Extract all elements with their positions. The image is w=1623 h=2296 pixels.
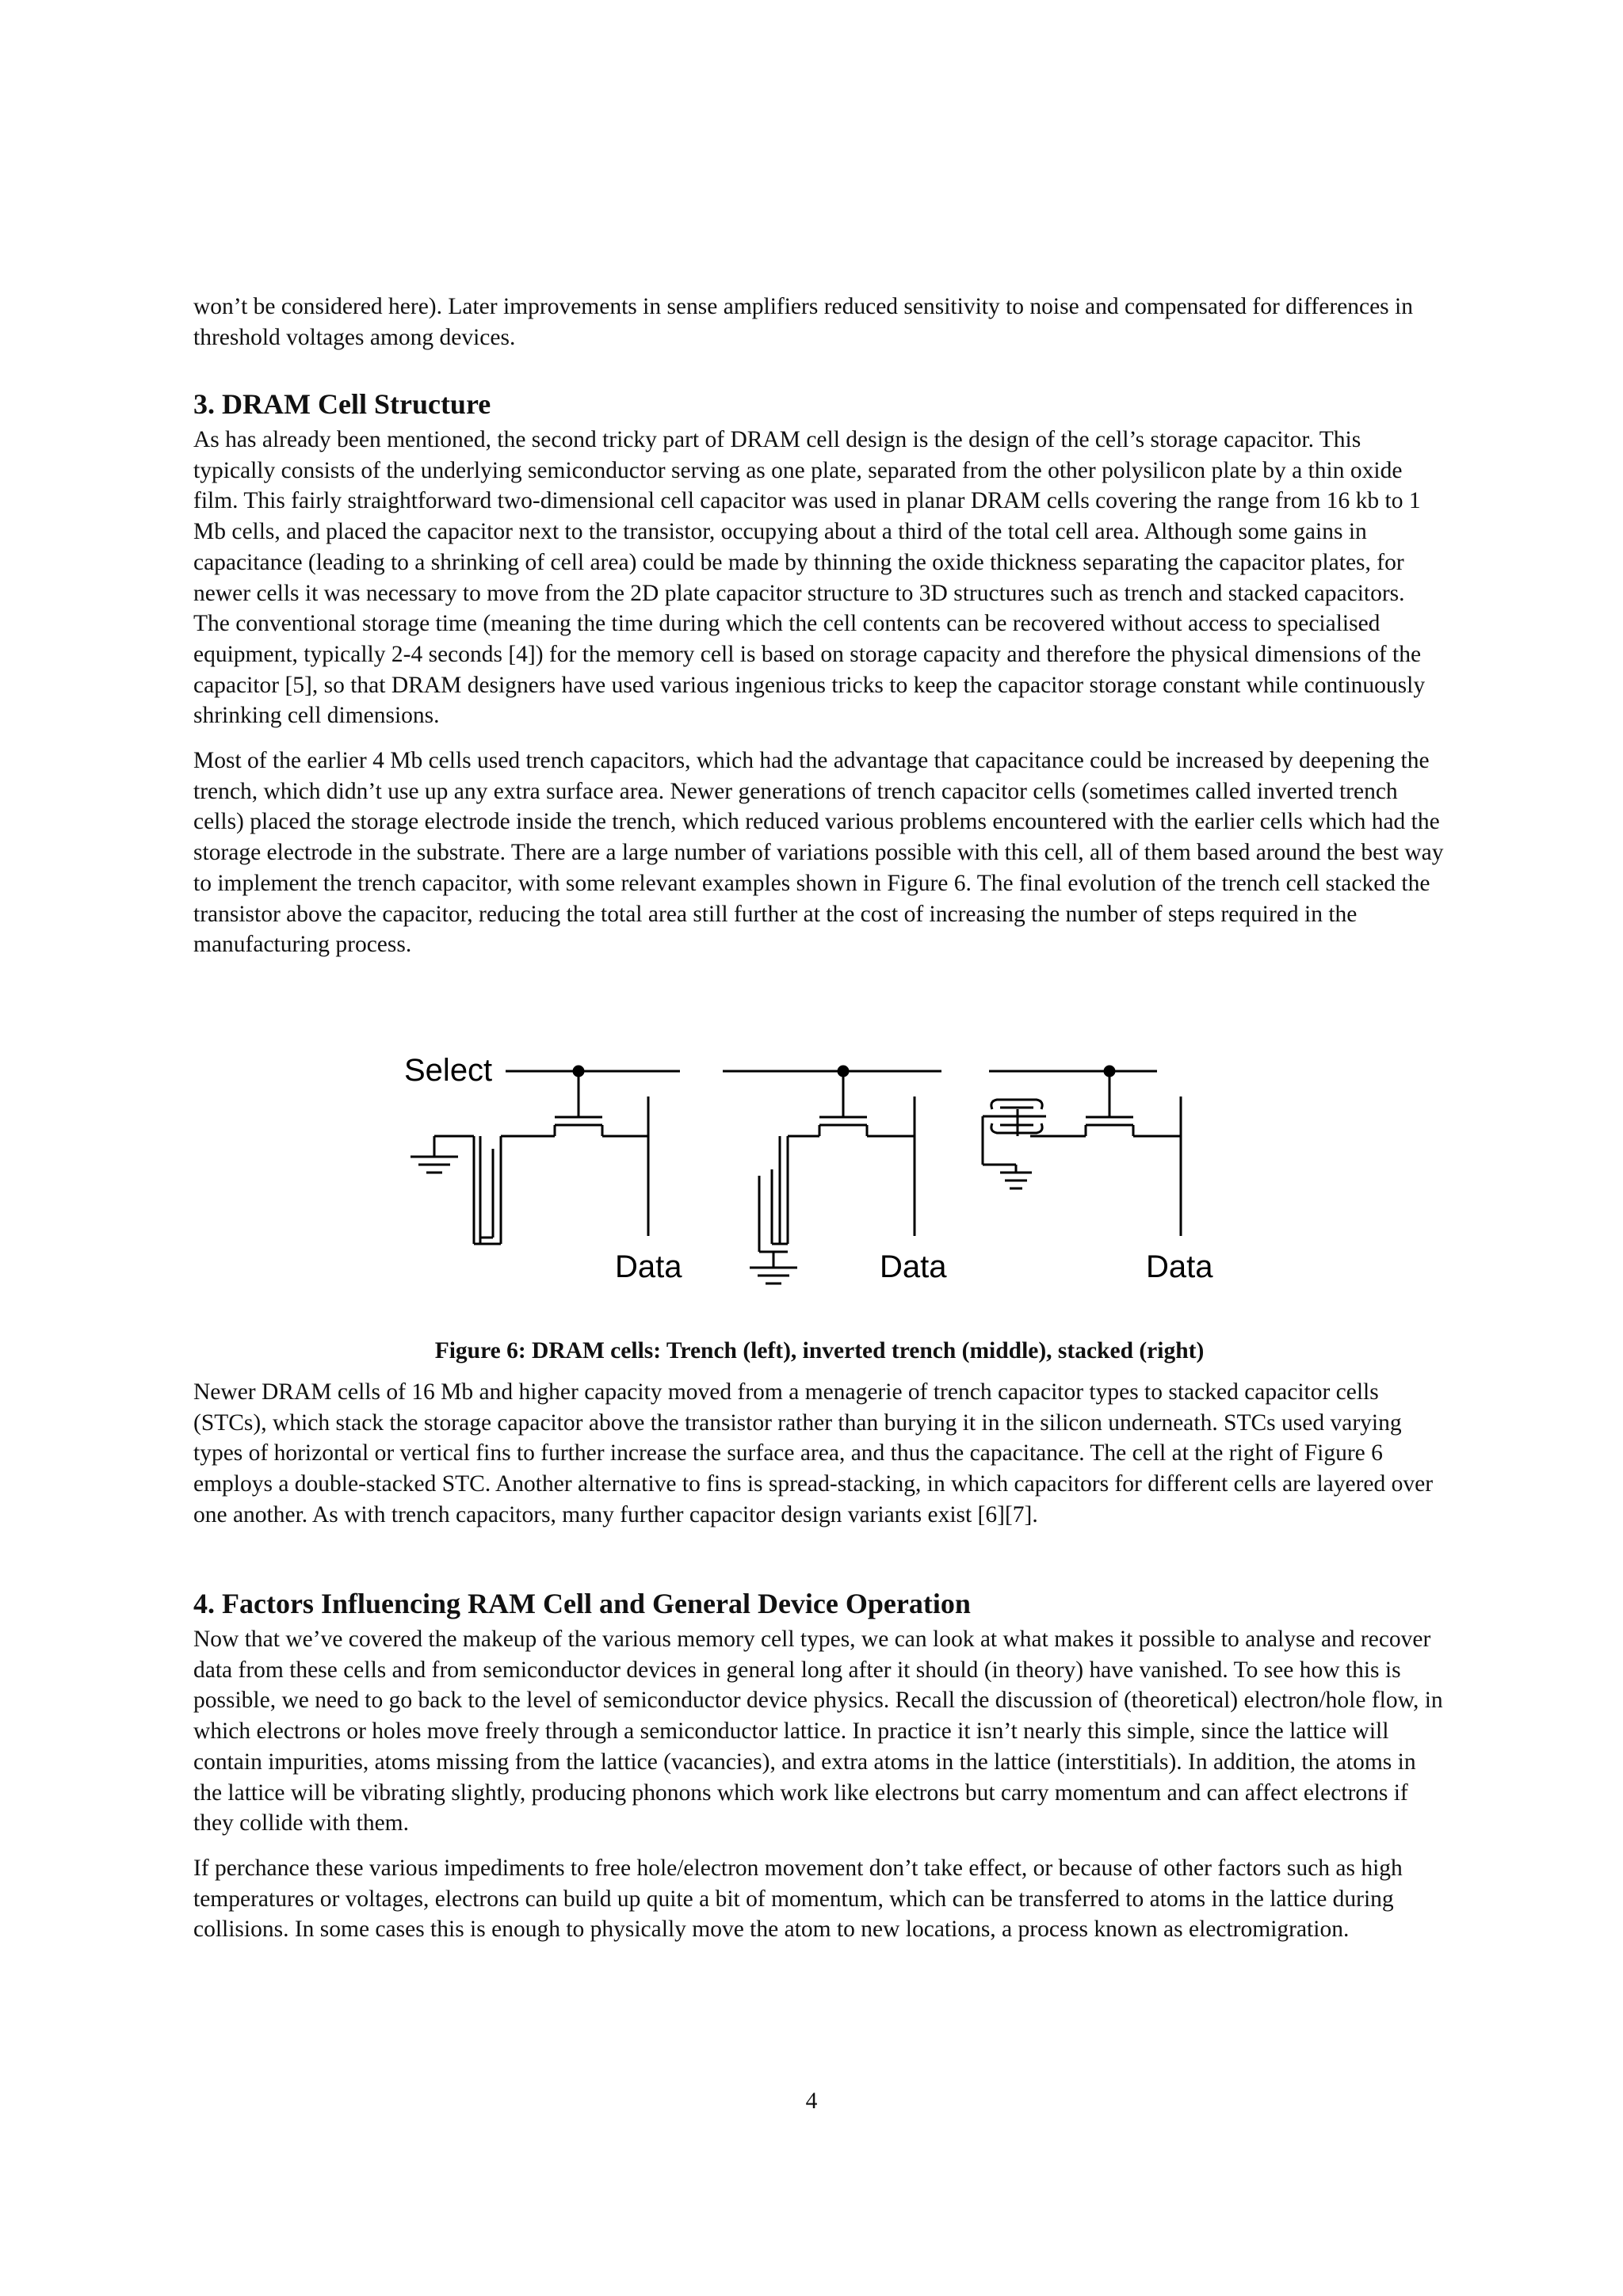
dram-cells-figure xyxy=(0,1046,1623,1307)
trench-cell-diagram xyxy=(404,1053,682,1284)
intro-text-block xyxy=(193,292,1445,353)
data-label-stacked: Data xyxy=(1146,1249,1213,1284)
data-label-inverted-trench: Data xyxy=(880,1249,947,1284)
stacked-cell-diagram xyxy=(983,1066,1213,1284)
section-4-heading: 4. Factors Influencing RAM Cell and General Device Operation xyxy=(193,1588,971,1619)
section-3 xyxy=(193,387,1445,960)
intro-paragraph: won’t be considered here). Later improvements in sense amplifiers reduced sensitivity to noise and compensated for differences in threshold voltages among devices. xyxy=(193,294,1413,350)
inverted-trench-cell-diagram xyxy=(723,1066,947,1284)
figure-caption: Figure 6: DRAM cells: Trench (left), inverted trench (middle), stacked (right) xyxy=(434,1338,1205,1363)
data-label-trench: Data xyxy=(615,1249,682,1284)
post-figure-text-block xyxy=(193,1377,1445,1531)
select-label: Select xyxy=(404,1053,493,1088)
page-number: 4 xyxy=(805,2088,818,2114)
section-3-heading: 3. DRAM Cell Structure xyxy=(193,388,491,420)
section-4-paragraph-2: If perchance these various impediments to free hole/electron movement don’t take effect, or because of other factors such as high temperatures or voltages, electrons can build up quite a bit of momentum, which can be transferred to atoms in the lattice during collisions. In some cases this is enough to physically move the atom to new locations, a process known as electromigration. xyxy=(193,1855,1403,1943)
section-4 xyxy=(193,1586,1445,1945)
section-4-paragraph-1: Now that we’ve covered the makeup of the various memory cell types, we can look at what makes it possible to analyse and recover data from these cells and from semiconductor devices in general long after it should (in theory) have vanished. To see how this is possible, we need to go back to the level of semiconductor device physics. Recall the discussion of (theoretical) electron/hole flow, in which electrons or holes move freely through a semiconductor lattice. In practice it isn’t nearly this simple, since the lattice will contain impurities, atoms missing from the lattice (vacancies), and extra atoms in the lattice (interstitials). In addition, the atoms in the lattice will be vibrating slightly, producing phonons which work like electrons but carry momentum and can affect electrons if they collide with them. xyxy=(193,1627,1443,1836)
section-3-paragraph-2: Most of the earlier 4 Mb cells used trench capacitors, which had the advantage that capacitance could be increased by deepening the trench, which didn’t use up any extra surface area. Newer generations of trench capacitor cells (sometimes called inverted trench cells) placed the storage electrode inside the trench, which reduced various problems encountered with the earlier cells which had the storage electrode in the substrate. There are a large number of variations possible with this cell, all of them based around the best way to implement the trench capacitor, with some relevant examples shown in Figure 6. The final evolution of the trench cell stacked the transistor above the capacitor, reducing the total area still further at the cost of increasing the number of steps required in the manufacturing process. xyxy=(193,748,1444,958)
section-3-paragraph-1: As has already been mentioned, the second tricky part of DRAM cell design is the design of the cell’s storage capacitor. This typically consists of the underlying semiconductor serving as one plate, separated from the other polysilicon plate by a thin oxide film. This fairly straightforward two-dimensional cell capacitor was used in planar DRAM cells covering the range from 16 kb to 1 Mb cells, and placed the capacitor next to the transistor, occupying about a third of the total cell area. Although some gains in capacitance (leading to a shrinking of cell area) could be made by thinning the oxide thickness separating the capacitor plates, for newer cells it was necessary to move from the 2D plate capacitor structure to 3D structures such as trench and stacked capacitors. The conventional storage time (meaning the time during which the cell contents can be recovered without access to specialised equipment, typically 2-4 seconds [4]) for the memory cell is based on storage capacity and therefore the physical dimensions of the capacitor [5], so that DRAM designers have used various ingenious tricks to keep the capacitor storage constant while continuously shrinking cell dimensions. xyxy=(193,427,1426,729)
post-figure-paragraph: Newer DRAM cells of 16 Mb and higher capacity moved from a menagerie of trench capacitor types to stacked capacitor cells (STCs), which stack the storage capacitor above the transistor rather than burying it in the silicon underneath. STCs used varying types of horizontal or vertical fins to further increase the surface area, and thus the capacitance. The cell at the right of Figure 6 employs a double-stacked STC. Another alternative to fins is spread-stacking, in which capacitors for different cells are layered over one another. As with trench capacitors, many further capacitor design variants exist [6][7]. xyxy=(193,1379,1434,1527)
